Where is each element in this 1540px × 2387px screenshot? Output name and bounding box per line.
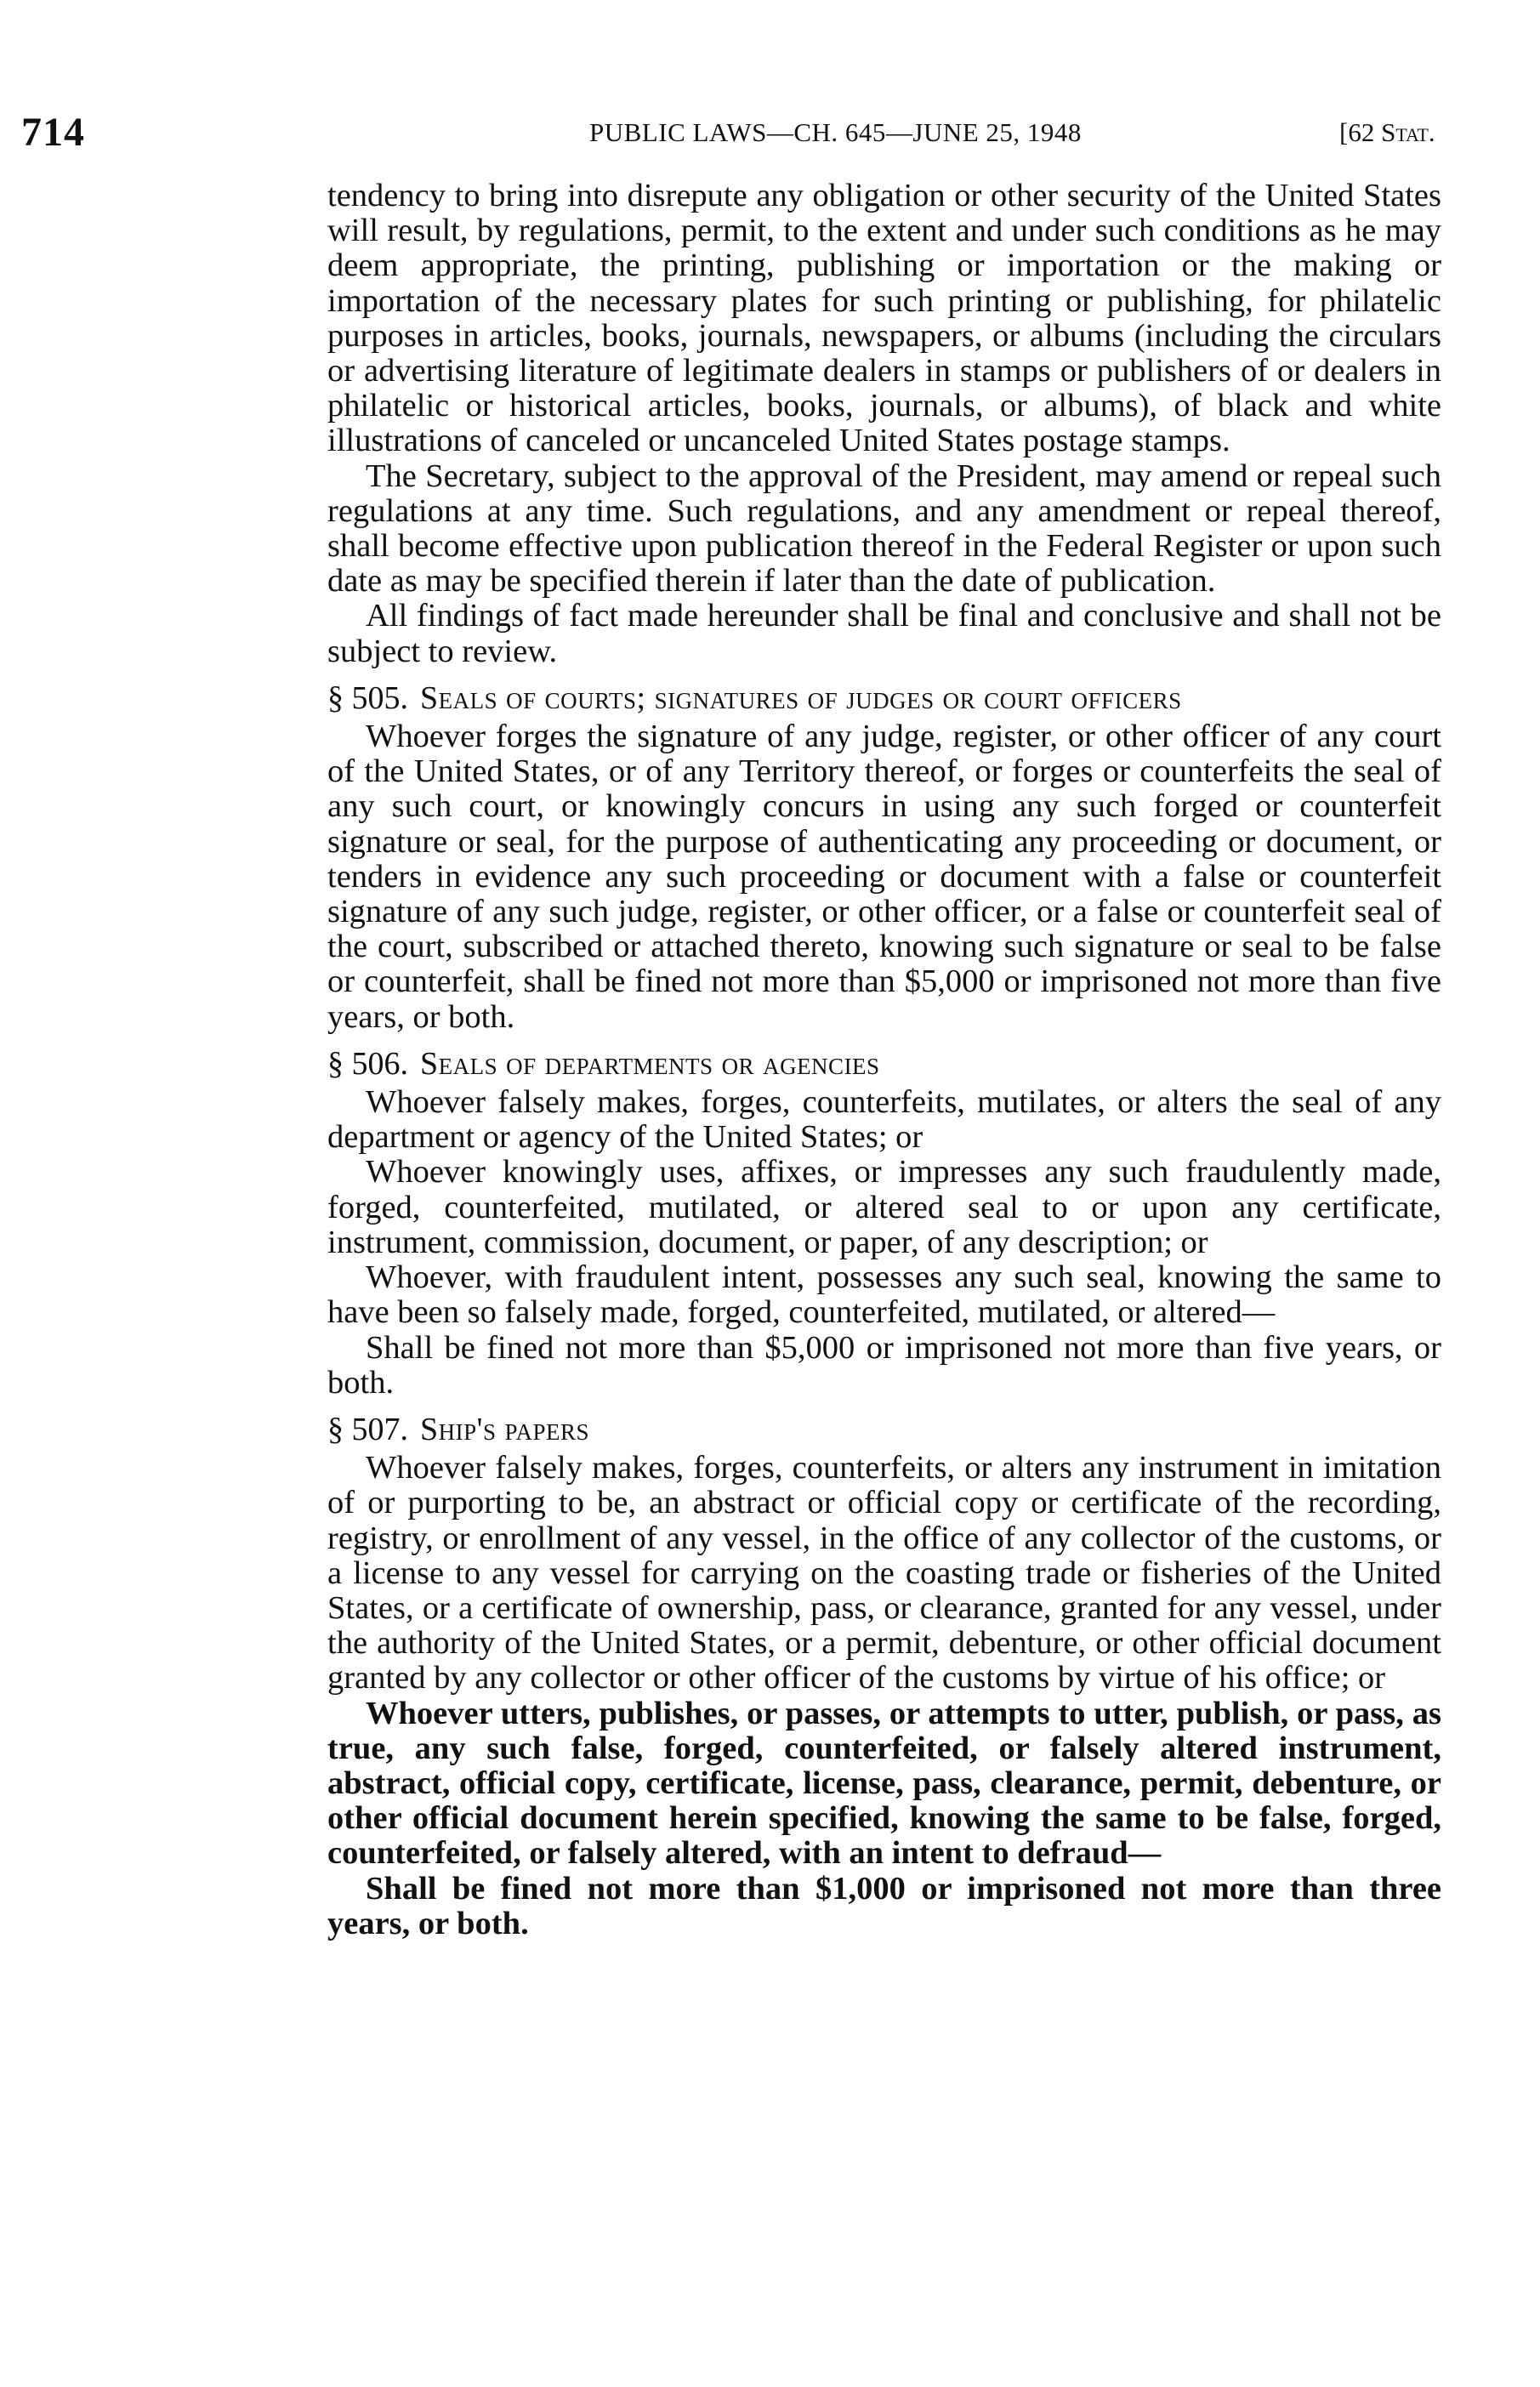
page-number: 714 (21, 110, 85, 155)
running-head: PUBLIC LAWS—CH. 645—JUNE 25, 1948 (589, 117, 1082, 147)
section-title: Seals of departments or agencies (420, 1045, 880, 1082)
section-505-heading (327, 681, 1441, 716)
statute-label: Stat. (1381, 117, 1435, 147)
section-506-penalty: Shall be fined not more than $5,000 or imprisoned not more than five years, or both. (327, 1329, 1441, 1401)
section-506-paragraph: Whoever, with fraudulent intent, possesses any such seal, knowing the same to have been so falsely made, forged, counterfeited, mutilated, or altered— (327, 1259, 1441, 1331)
section-506-paragraph: Whoever falsely makes, forges, counterfeits, mutilates, or alters the seal of any department or agency of the United States; or (327, 1084, 1441, 1156)
statute-bracket: [62 (1339, 117, 1382, 147)
section-number: § 506. (327, 1045, 408, 1082)
section-507-heading (327, 1412, 1441, 1447)
section-506-heading (327, 1047, 1441, 1082)
section-507-paragraph: Whoever falsely makes, forges, counterfeits, or alters any instrument in imitation of or purporting to be, an abstract or official copy or certificate of the recording, registry, or enrollment of any vessel, in the office of any collector of the customs, or a license to any vessel for carrying on the coasting trade or fisheries of the United States, or a certificate of ownership, pass, or clearance, granted for any vessel, under the authority of the United States, or a permit, debenture, or other official document granted by any collector or other officer of the customs by virtue of his office; or (327, 1450, 1441, 1696)
page-header (21, 109, 1458, 160)
section-number: § 505. (327, 679, 408, 716)
section-507-penalty: Shall be fined not more than $1,000 or imprisoned not more than three years, or both. (327, 1870, 1441, 1941)
paragraph-secretary-regulations: The Secretary, subject to the approval of the President, may amend or repeal such regulations at any time. Such regulations, and any amendment or repeal thereof, shall become effective upon publication thereof in the Federal Register or upon such date as may be specified therein if later than the date of publication. (327, 458, 1441, 600)
section-title: Ship's papers (420, 1411, 590, 1447)
continued-paragraph: tendency to bring into disrepute any obligation or other security of the United States will result, by regulations, permit, to the extent and under such conditions as he may deem appropriate, the printing, publishing or importation or the making or importation of the necessary plates for such printing or publishing, for philatelic purposes in articles, books, journals, newspapers, or albums (including the circulars or advertising literature of legitimate dealers in stamps or publishers of or dealers in philatelic or historical articles, books, journals, or albums), of black and white illustrations of canceled or uncanceled United States postage stamps. (327, 178, 1441, 459)
statute-reference (1339, 117, 1435, 148)
section-506-paragraph: Whoever knowingly uses, affixes, or impresses any such fraudulently made, forged, counterfeited, mutilated, or altered seal to or upon any certificate, instrument, commission, document, or paper, of any description; or (327, 1154, 1441, 1260)
paragraph-findings-final: All findings of fact made hereunder shall be final and conclusive and shall not be subject to review. (327, 598, 1441, 669)
page-body (327, 179, 1441, 1941)
section-number: § 507. (327, 1411, 408, 1447)
section-505-paragraph: Whoever forges the signature of any judge, register, or other officer of any court of the United States, or of any Territory thereof, or forges or counterfeits the seal of any such court, or knowingly concurs in using any such forged or counterfeit signature or seal, for the purpose of authenticating any proceeding or document, or tenders in evidence any such proceeding or document with a false or counterfeit signature of any such judge, register, or other officer, or a false or counterfeit seal of the court, subscribed or attached thereto, knowing such signature or seal to be false or counterfeit, shall be fined not more than $5,000 or imprisoned not more than five years, or both. (327, 719, 1441, 1035)
section-507-paragraph: Whoever utters, publishes, or passes, or attempts to utter, publish, or pass, as true, any such false, forged, counterfeited, or falsely altered instrument, abstract, official copy, certificate, license, pass, clearance, permit, debenture, or other official document herein specified, knowing the same to be false, forged, counterfeited, or falsely altered, with an intent to defraud— (327, 1695, 1441, 1872)
section-title: Seals of courts; signatures of judges or court officers (420, 679, 1182, 716)
